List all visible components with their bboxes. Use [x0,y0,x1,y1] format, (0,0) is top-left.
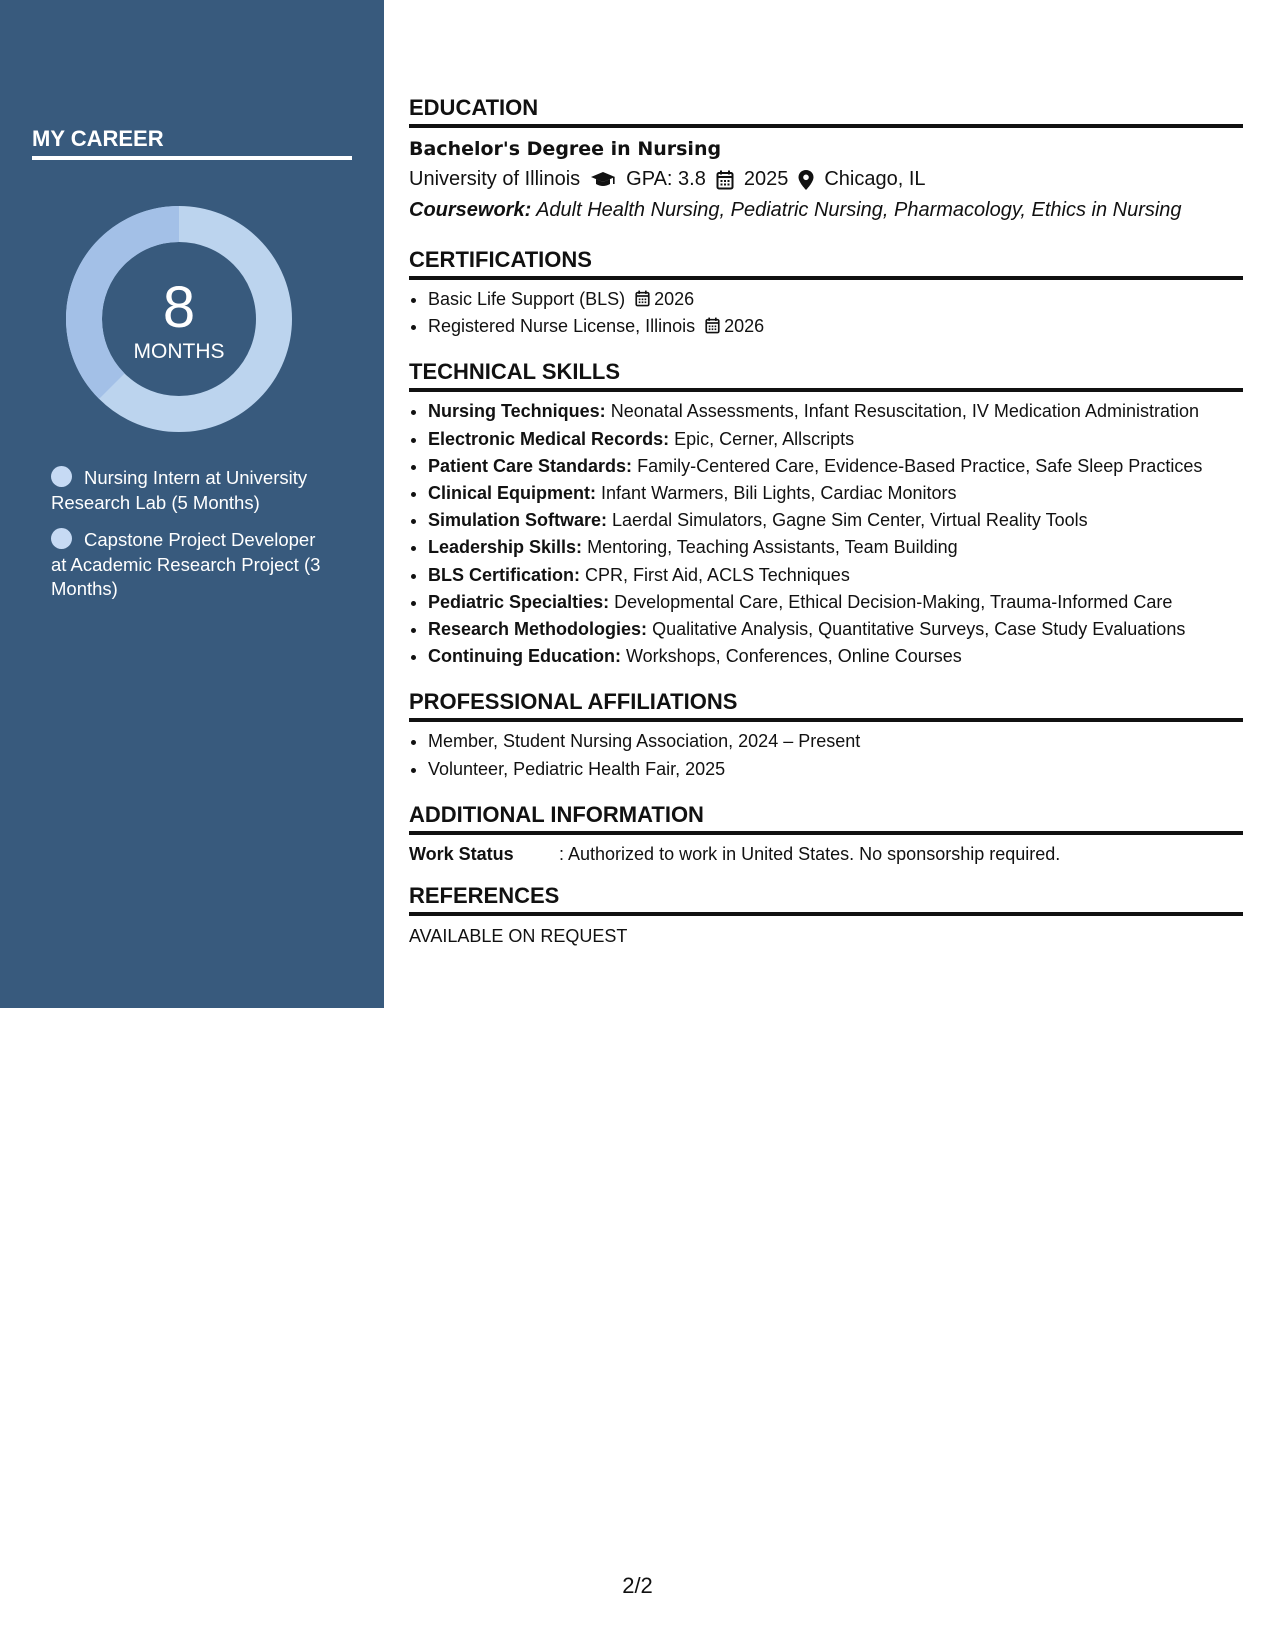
coursework-label: Coursework: [409,199,532,221]
skill-label: Leadership Skills: [428,537,583,558]
graduation-year: 2025 [743,168,789,190]
skill-value: Workshops, Conferences, Online Courses [625,646,962,667]
coursework-list: Adult Health Nursing, Pediatric Nursing, Pharmacology, Ethics in Nursing [536,199,1182,221]
additional-info-heading: ADDITIONAL INFORMATION [409,799,1243,835]
certification-item [428,286,1243,313]
skills-list [409,398,1243,670]
skill-item [428,562,1243,589]
legend-dot-icon [51,466,72,487]
skill-label: Pediatric Specialties: [428,591,610,612]
career-sidebar [0,0,384,1008]
skill-value: Infant Warmers, Bili Lights, Cardiac Monitors [601,483,957,504]
affiliation-item: • Volunteer, Pediatric Health Fair, 2025 [428,756,1243,783]
certification-name: Registered Nurse License, Illinois [428,316,696,337]
career-item-text: Nursing Intern at University Research Lab (5 Months) [51,467,308,513]
skill-value: Qualitative Analysis, Quantitative Surveys, Case Study Evaluations [652,619,1186,640]
skill-item [428,453,1243,480]
certifications-list [409,286,1243,340]
skill-value: Epic, Cerner, Allscripts [674,428,855,449]
skill-label: Research Methodologies: [428,619,648,640]
certification-item [428,313,1243,340]
skill-label: Electronic Medical Records: [428,428,670,449]
skill-item [428,426,1243,453]
career-item-text: Capstone Project Developer at Academic Research Project (3 Months) [51,529,321,599]
legend-dot-icon [51,528,72,549]
location-pin-icon [798,170,814,190]
skill-value: Laerdal Simulators, Gagne Sim Center, Virtual Reality Tools [612,510,1088,531]
degree-name: Bachelor's Degree in Nursing [409,138,722,160]
skill-item [428,398,1243,425]
skills-heading: TECHNICAL SKILLS [409,356,1243,392]
work-status-value: : Authorized to work in United States. No sponsorship required. [559,843,1061,864]
certification-year: 2026 [724,316,765,337]
references-heading: REFERENCES [409,880,1243,916]
skill-item [428,480,1243,507]
skill-value: Family-Centered Care, Evidence-Based Practice, Safe Sleep Practices [637,455,1203,476]
skill-value: Mentoring, Teaching Assistants, Team Building [587,537,958,558]
education-heading: EDUCATION [409,92,1243,128]
school-location: Chicago, IL [824,168,926,190]
skill-value: Neonatal Assessments, Infant Resuscitation, IV Medication Administration [610,401,1199,422]
work-status-label: Work Status [409,843,514,864]
references-text: AVAILABLE ON REQUEST [409,925,628,946]
certifications-heading: CERTIFICATIONS [409,244,1243,280]
skill-value: Developmental Care, Ethical Decision-Making, Trauma-Informed Care [614,591,1173,612]
skill-label: Simulation Software: [428,510,608,531]
calendar-icon [705,317,720,334]
school-name: University of Illinois [409,168,581,190]
certification-name: Basic Life Support (BLS) [428,289,626,309]
resume-main [409,92,1243,950]
affiliations-heading: PROFESSIONAL AFFILIATIONS [409,686,1243,722]
career-title: MY CAREER [32,126,352,160]
skill-label: Continuing Education: [428,646,621,667]
graduation-cap-icon [590,171,616,189]
education-details [409,164,1243,195]
affiliation-item: • Member, Student Nursing Association, 2024 – Present [428,728,1243,755]
skill-label: Clinical Equipment: [428,483,597,504]
skill-label: Nursing Techniques: [428,401,606,422]
skill-item [428,643,1243,670]
donut-unit-label: MONTHS [133,340,225,363]
skill-item [428,616,1243,643]
donut-total-value: 8 [162,275,196,340]
calendar-icon [716,170,734,190]
certification-year: 2026 [654,289,695,309]
gpa-value: GPA: 3.8 [626,168,706,190]
work-status-row [409,841,1243,868]
page-number: 2/2 [622,1573,653,1598]
career-item [51,466,331,515]
skill-item [428,589,1243,616]
career-legend [51,466,331,615]
skill-value: CPR, First Aid, ACLS Techniques [585,564,850,585]
skill-label: Patient Care Standards: [428,455,633,476]
affiliations-list [409,728,1243,782]
coursework-line [409,195,1243,226]
career-item [51,528,331,602]
skill-item [428,507,1243,534]
skill-item [428,534,1243,561]
calendar-icon [635,290,650,307]
career-donut-chart [66,206,292,432]
skill-label: BLS Certification: [428,564,581,585]
